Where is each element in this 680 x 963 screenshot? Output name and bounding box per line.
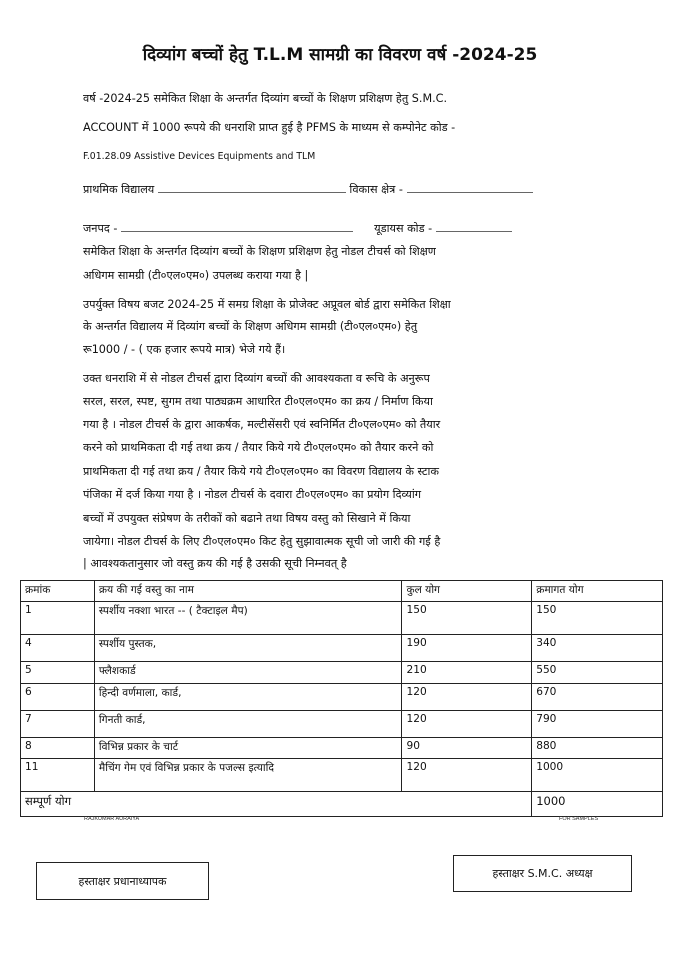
cell-total: 120 <box>402 759 532 792</box>
intro-line-1: वर्ष -2024-25 समेकित शिक्षा के अन्तर्गत दिव्यांग बच्चों के शिक्षण प्रशिक्षण हेतु S.M.C. <box>83 92 448 105</box>
table-header-row <box>21 581 663 602</box>
cell-cumulative: 670 <box>532 684 663 711</box>
cell-total: 210 <box>402 662 532 684</box>
table-row <box>21 602 663 635</box>
cell-item: हिन्दी वर्णमाला, कार्ड, <box>94 684 402 711</box>
cell-item: फ्लैशकार्ड <box>94 662 402 684</box>
para3-line-1: उक्त धनराशि में से नोडल टीचर्स द्वारा दिव्यांग बच्चों की आवश्यकता व रूचि के अनुरूप <box>83 372 430 385</box>
cell-cumulative: 340 <box>532 635 663 662</box>
cell-total: 90 <box>402 738 532 759</box>
cell-item: विभिन्न प्रकार के चार्ट <box>94 738 402 759</box>
cell-cumulative: 550 <box>532 662 663 684</box>
intro-line-3: F.01.28.09 Assistive Devices Equipments and TLM <box>83 151 316 162</box>
cell-sno: 8 <box>21 738 95 759</box>
udise-blank[interactable] <box>436 223 512 232</box>
header-item: क्रय की गई वस्तु का नाम <box>94 581 402 602</box>
cell-sno: 1 <box>21 602 95 635</box>
para3-line-8: जायेगा। नोडल टीचर्स के लिए टी०एल०एम० किट हेतु सुझावात्मक सूची जो जारी की गई है <box>83 535 441 548</box>
cell-sno: 7 <box>21 711 95 738</box>
district-blank[interactable] <box>121 223 353 232</box>
cell-total: 150 <box>402 602 532 635</box>
cell-item: स्पर्शीय नक्शा भारत -- ( टैक्टाइल मैप) <box>94 602 402 635</box>
para1-line-2: अधिगम सामग्री (टी०एल०एम०) उपलब्ध कराया गया है | <box>83 269 309 282</box>
cell-total: 120 <box>402 711 532 738</box>
cell-sno: 4 <box>21 635 95 662</box>
school-blank[interactable] <box>158 184 346 193</box>
headmaster-signature-box <box>36 862 209 900</box>
para2-line-3: रू1000 / - ( एक हजार रूपये मात्र) भेजे गये हैं। <box>83 343 286 356</box>
table-row <box>21 711 663 738</box>
district-field-row <box>83 222 512 236</box>
cell-sno: 6 <box>21 684 95 711</box>
table-row <box>21 738 663 759</box>
para3-line-9: | आवश्यकतानुसार जो वस्तु क्रय की गई है उसकी सूची निम्नवत् है <box>83 557 347 570</box>
table-row <box>21 635 663 662</box>
cell-cumulative: 150 <box>532 602 663 635</box>
para2-line-2: के अन्तर्गत विद्यालय में दिव्यांग बच्चों के शिक्षण अधिगम सामग्री (टी०एल०एम०) हेतु <box>83 320 418 333</box>
cell-cumulative: 790 <box>532 711 663 738</box>
para1-line-1: समेकित शिक्षा के अन्तर्गत दिव्यांग बच्चों के शिक्षण प्रशिक्षण हेतु नोडल टीचर्स को शिक्षण <box>83 245 436 258</box>
headmaster-signature-label: हस्ताक्षर प्रधानाध्यापक <box>78 874 167 888</box>
credit-right: FOR SAMPLES <box>559 816 599 822</box>
page-title: दिव्यांग बच्चों हेतु T.L.M सामग्री का विवरण वर्ष -2024-25 <box>142 45 538 65</box>
credit-left: RAJKUMAR AURAIYA <box>84 816 140 822</box>
cell-item: स्पर्शीय पुस्तक, <box>94 635 402 662</box>
header-total: कुल योग <box>402 581 532 602</box>
table-footer-row <box>21 792 663 817</box>
cell-total: 120 <box>402 684 532 711</box>
block-blank[interactable] <box>407 184 533 193</box>
smc-chair-signature-label: हस्ताक्षर S.M.C. अध्यक्ष <box>492 867 593 880</box>
table-row <box>21 684 663 711</box>
items-table <box>20 580 663 817</box>
udise-label: यूडायस कोड - <box>374 222 433 235</box>
table-row <box>21 662 663 684</box>
intro-line-2: ACCOUNT में 1000 रूपये की धनराशि प्राप्त हुई है PFMS के माध्यम से कम्पोनेट कोड - <box>83 121 456 134</box>
para3-line-5: प्राथमिकता दी गई तथा क्रय / तैयार किये गये टी०एल०एम० का विवरण विद्यालय के स्टाक <box>83 465 440 478</box>
para2-line-1: उपर्युक्त विषय बजट 2024-25 में समग्र शिक्षा के प्रोजेक्ट अप्रूवल बोर्ड द्वारा समेकित शिक्षा <box>83 298 451 311</box>
footer-value: 1000 <box>532 792 663 817</box>
cell-sno: 11 <box>21 759 95 792</box>
para3-line-4: करने को प्राथमिकता दी गई तथा क्रय / तैयार किये गये टी०एल०एम० को तैयार करने को <box>83 441 434 454</box>
para3-line-3: गया है । नोडल टीचर्स के द्वारा आकर्षक, मल्टीसेंसरी एवं स्वनिर्मित टी०एल०एम० को तैयार <box>83 418 441 431</box>
cell-sno: 5 <box>21 662 95 684</box>
para3-line-7: बच्चों में उपयुक्त संप्रेषण के तरीकों को बढाने तथा विषय वस्तु को सिखाने में किया <box>83 512 411 525</box>
block-label: विकास क्षेत्र - <box>349 183 403 196</box>
school-field-row <box>83 183 533 197</box>
smc-chair-signature-box <box>453 855 632 892</box>
para3-line-2: सरल, सरल, स्पष्ट, सुगम तथा पाठ्यक्रम आधारित टी०एल०एम० का क्रय / निर्माण किया <box>83 395 433 408</box>
school-label: प्राथमिक विद्यालय <box>83 183 155 196</box>
district-label: जनपद - <box>83 222 118 235</box>
footer-label: सम्पूर्ण योग <box>21 792 532 817</box>
table-row <box>21 759 663 792</box>
header-cumulative: क्रमागत योग <box>532 581 663 602</box>
header-sno: क्रमांक <box>21 581 95 602</box>
cell-item: मैचिंग गेम एवं विभिन्न प्रकार के पजल्स इत्यादि <box>94 759 402 792</box>
para3-line-6: पंजिका में दर्ज किया गया है । नोडल टीचर्स के दवारा टी०एल०एम० का प्रयोग दिव्यांग <box>83 488 422 501</box>
cell-total: 190 <box>402 635 532 662</box>
cell-item: गिनती कार्ड, <box>94 711 402 738</box>
cell-cumulative: 880 <box>532 738 663 759</box>
cell-cumulative: 1000 <box>532 759 663 792</box>
